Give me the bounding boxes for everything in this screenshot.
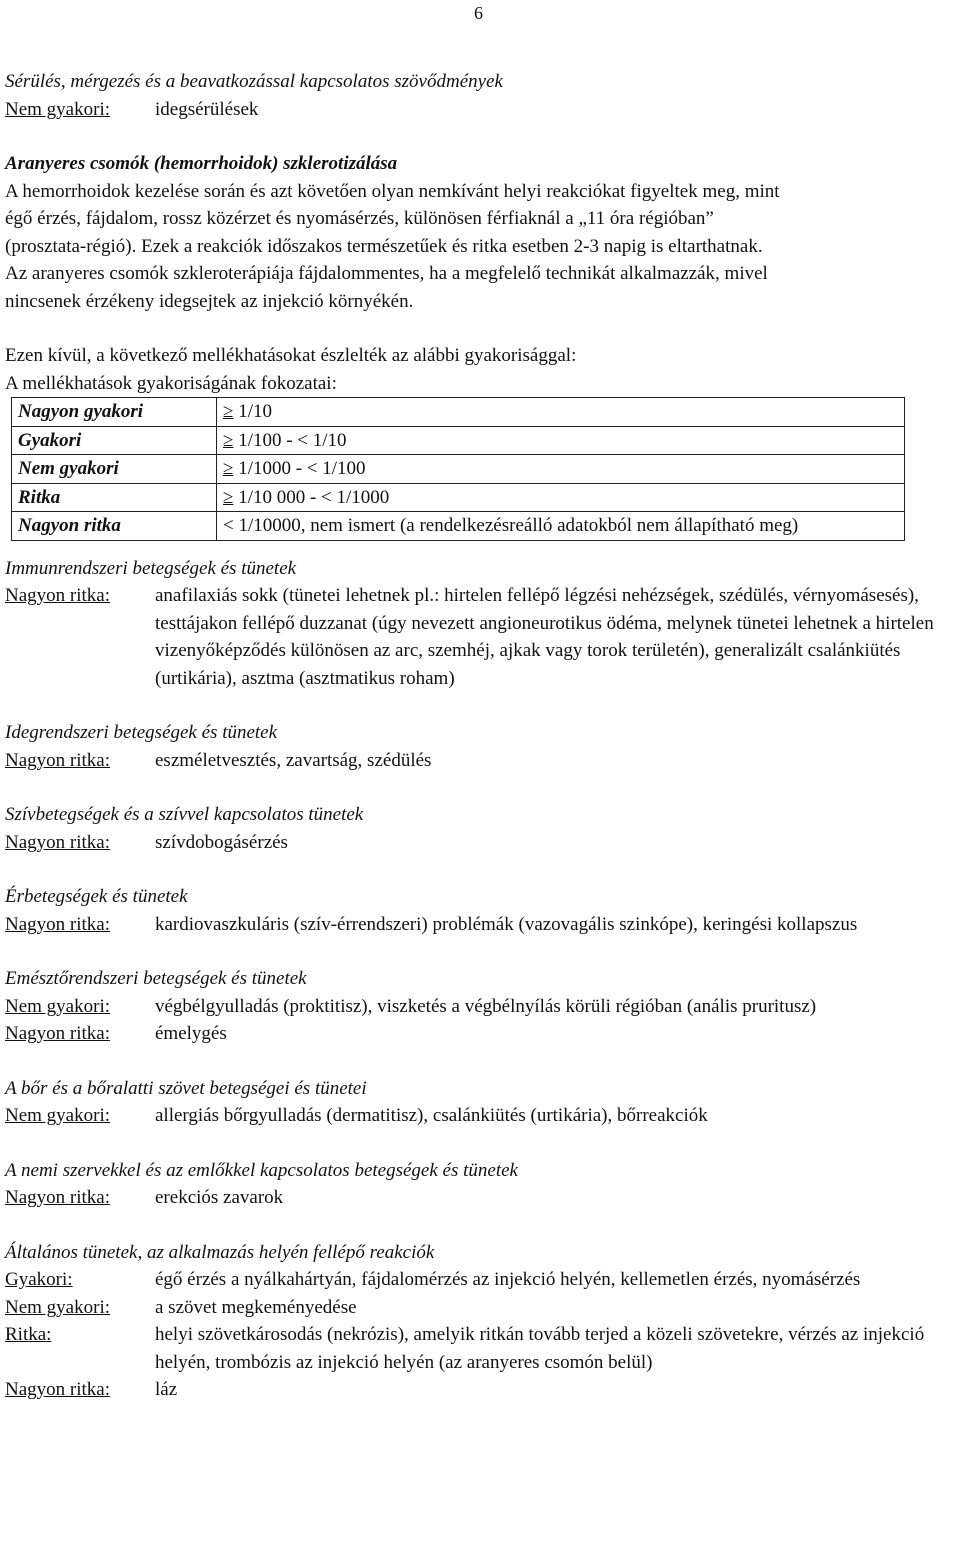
effect-row [5,96,945,124]
greater-equal-symbol: ≥ [223,429,234,451]
page-number: 6 [474,3,483,23]
effect-text: anafilaxiás sokk (tünetei lehetnek pl.: hirtelen fellépő légzési nehézségek, szédülés, vérnyomásesés), testtájakon fellépő duzzanat (úgy nevezett angioneurotikus ödéma, melynek tünetei lehetnek a hirtelen vizenyőképződés különösen az arc, szemhéj, ajkak vagy torok területén), generalizált csalánkiütés (urtikária), asztma (asztmatikus roham) [155,585,934,689]
effect-text: eszméletvesztés, zavartság, szédülés [155,749,432,771]
sections-container [5,555,945,1404]
frequency-category: Ritka [12,483,217,512]
effect-row [5,1102,945,1130]
effect-row [5,1020,945,1048]
section-title: A bőr és a bőralatti szövet betegségei és tünetei [5,1077,367,1099]
range-text: 1/100 - < 1/10 [233,429,347,451]
paragraph-line: égő érzés, fájdalom, rossz közérzet és nyomásérzés, különösen férfiaknál a „11 óra régióban” [5,208,714,229]
effect-row [5,1266,945,1294]
document-body [5,68,945,1404]
effect-text: szívdobogásérzés [155,831,288,853]
effect-text: égő érzés a nyálkahártyán, fájdalomérzés az injekció helyén, kellemetlen érzés, nyomásérzés [155,1269,861,1290]
range-text: 1/10 [233,401,272,422]
frequency-label: Nagyon ritka: [5,1379,111,1400]
effect-row [5,1184,945,1212]
frequency-row [12,512,905,541]
effect-row [5,911,945,939]
effect-text: láz [155,1379,178,1400]
paragraph-line: Az aranyeres csomók szkleroterápiája fájdalommentes, ha a megfelelő technikát alkalmazzák, mivel [5,263,768,284]
paragraph-line: nincsenek érzékeny idegsejtek az injekció környékén. [5,290,414,312]
effect-text: végbélgyulladás (proktitisz), viszketés a végbélnyílás körüli régióban (anális pruritusz) [155,995,817,1017]
effect-row [5,993,945,1021]
frequency-label: Nagyon ritka: [5,749,111,771]
effect-text: idegsérülések [155,98,259,120]
effect-text: erekciós zavarok [155,1187,284,1208]
effect-row [5,1321,945,1376]
frequency-label: Nagyon ritka: [5,1023,111,1044]
frequency-range [217,483,905,512]
frequency-category: Nagyon gyakori [12,398,217,427]
frequency-label: Nem gyakori: [5,995,111,1017]
frequency-label: Ritka: [5,1324,52,1345]
section-title: Érbetegségek és tünetek [5,886,188,907]
frequency-category: Gyakori [12,426,217,455]
section-title-hemorrhoid: Aranyeres csomók (hemorrhoidok) szklerotizálása [5,153,398,174]
frequency-category: Nem gyakori [12,455,217,484]
effect-text: kardiovaszkuláris (szív-érrendszeri) problémák (vazovagális szinkópe), keringési kollapszus [155,913,858,935]
effect-row [5,1376,945,1404]
frequency-label: Nem gyakori: [5,98,111,120]
effect-row [5,829,945,857]
frequency-label: Nagyon ritka: [5,913,111,935]
greater-equal-symbol: ≥ [223,401,234,422]
intro-line: A mellékhatások gyakoriságának fokozatai: [5,372,337,394]
greater-equal-symbol: ≥ [223,458,234,479]
effect-row [5,747,945,775]
greater-equal-symbol: ≥ [223,486,234,508]
effect-text: helyi szövetkárosodás (nekrózis), amelyik ritkán tovább terjed a közeli szövetekre, vérzés az injekció helyén, trombózis az injekció helyén (az aranyeres csomón belül) [155,1324,925,1373]
effect-row [5,1294,945,1322]
frequency-row [12,426,905,455]
frequency-label: Nem gyakori: [5,1296,111,1318]
range-text: 1/1000 - < 1/100 [233,458,366,479]
frequency-range [217,426,905,455]
effect-text: émelygés [155,1023,227,1044]
frequency-row [12,455,905,484]
frequency-label: Gyakori: [5,1269,73,1290]
section-title: Szívbetegségek és a szívvel kapcsolatos tünetek [5,804,364,825]
section-title: A nemi szervekkel és az emlőkkel kapcsolatos betegségek és tünetek [5,1159,518,1181]
frequency-label: Nem gyakori: [5,1105,111,1126]
range-text: < 1/10000, nem ismert (a rendelkezésreálló adatokból nem állapítható meg) [223,515,799,536]
frequency-range [217,398,905,427]
section-title: Idegrendszeri betegségek és tünetek [5,722,278,743]
section-title: Sérülés, mérgezés és a beavatkozással kapcsolatos szövődmények [5,71,503,92]
section-title: Emésztőrendszeri betegségek és tünetek [5,968,307,989]
paragraph-line: (prosztata-régió). Ezek a reakciók időszakos természetűek és ritka esetben 2-3 napig is eltarthatnak. [5,235,763,257]
section-title: Immunrendszeri betegségek és tünetek [5,557,297,579]
frequency-range [217,512,905,541]
frequency-row [12,483,905,512]
frequency-table [11,397,905,541]
effect-row [5,582,945,692]
effect-text: a szövet megkeményedése [155,1296,357,1318]
frequency-range [217,455,905,484]
paragraph-line: A hemorrhoidok kezelése során és azt követően olyan nemkívánt helyi reakciókat figyeltek meg, mint [5,180,780,202]
frequency-row [12,398,905,427]
range-text: 1/10 000 - < 1/1000 [233,486,390,508]
frequency-label: Nagyon ritka: [5,1187,111,1208]
intro-line: Ezen kívül, a következő mellékhatásokat észlelték az alábbi gyakorisággal: [5,345,577,366]
frequency-label: Nagyon ritka: [5,831,111,853]
frequency-label: Nagyon ritka: [5,585,111,606]
section-title: Általános tünetek, az alkalmazás helyén fellépő reakciók [5,1241,435,1263]
effect-text: allergiás bőrgyulladás (dermatitisz), csalánkiütés (urtikária), bőrreakciók [155,1105,708,1126]
frequency-category: Nagyon ritka [12,512,217,541]
